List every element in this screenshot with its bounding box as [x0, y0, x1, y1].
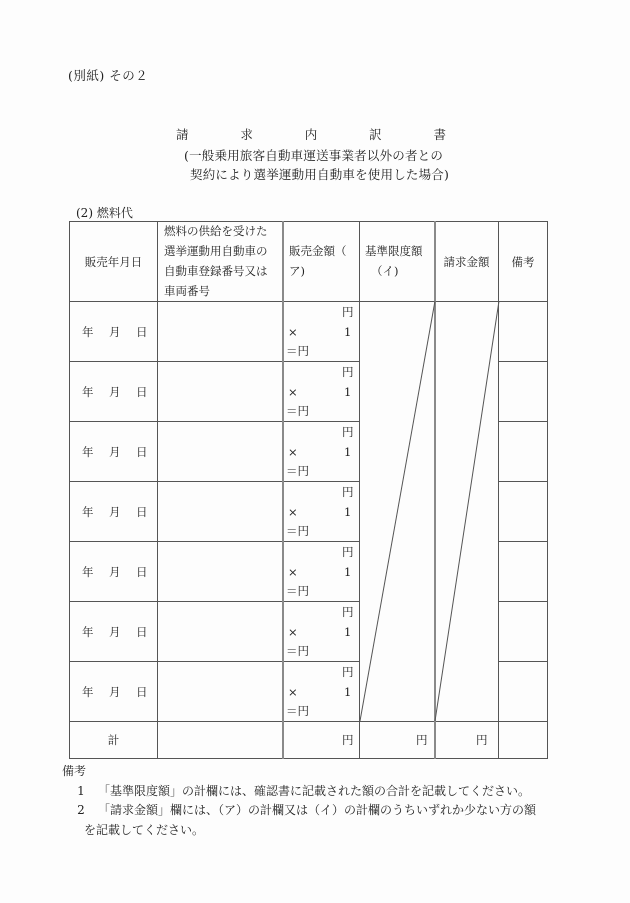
header-label-line: 自動車登録番号又は: [164, 264, 268, 278]
year-label: 年: [82, 685, 94, 699]
quantity: 1: [344, 505, 352, 519]
title-char: 求: [240, 127, 253, 142]
row-2-sales-amount[interactable]: [284, 362, 359, 421]
document-title: [176, 125, 446, 143]
total-label: [70, 722, 157, 758]
row-7-date[interactable]: [70, 662, 157, 721]
yen-unit: 円: [476, 733, 488, 747]
header-standard-limit: [365, 241, 435, 281]
note-item-2-continuation: を記載してください。: [84, 822, 205, 837]
equals-yen: ＝円: [286, 584, 309, 598]
multiply-sign: ×: [288, 325, 298, 339]
header-vehicle-id: [164, 221, 282, 301]
header-claim-amount: [435, 222, 498, 301]
row-6-date[interactable]: [70, 602, 157, 661]
quantity: 1: [344, 625, 352, 639]
year-label: 年: [82, 325, 94, 339]
month-label: 月: [109, 385, 121, 399]
day-label: 日: [136, 685, 148, 699]
header-label: 販売年月日: [84, 254, 143, 269]
multiply-sign: ×: [288, 505, 298, 519]
row-1-vehicle-id[interactable]: [158, 302, 282, 361]
header-sale-date: [70, 222, 157, 301]
header-label-line: （イ): [371, 264, 399, 278]
yen-unit: 円: [342, 305, 354, 319]
equals-yen: ＝円: [286, 464, 309, 478]
document-subtitle-line2: 契約により選挙運動用自動車を使用した場合): [190, 167, 450, 182]
yen-unit: 円: [416, 733, 428, 747]
day-label: 日: [136, 325, 148, 339]
section-heading: (2) 燃料代: [76, 206, 133, 220]
day-label: 日: [136, 385, 148, 399]
header-label-line: 車両番号: [164, 284, 210, 298]
header-label-line: 基準限度額: [365, 244, 423, 258]
equals-yen: ＝円: [286, 704, 309, 718]
total-label-text: 計: [107, 733, 120, 747]
equals-yen: ＝円: [286, 524, 309, 538]
row-3-vehicle-id[interactable]: [158, 422, 282, 481]
quantity: 1: [344, 565, 352, 579]
row-3-remarks[interactable]: [499, 422, 547, 481]
row-2-vehicle-id[interactable]: [158, 362, 282, 421]
equals-yen: ＝円: [286, 644, 309, 658]
month-label: 月: [109, 685, 121, 699]
row-1-remarks[interactable]: [499, 302, 547, 361]
month-label: 月: [109, 445, 121, 459]
year-label: 年: [82, 505, 94, 519]
note-text: 「請求金額」欄には、（ア）の計欄又は（イ）の計欄のうちいずれか少ない方の額: [98, 803, 537, 817]
yen-unit: 円: [342, 733, 354, 747]
yen-unit: 円: [342, 425, 354, 439]
yen-unit: 円: [342, 605, 354, 619]
header-sales-amount: [289, 241, 359, 281]
title-char: 内: [304, 127, 318, 142]
row-7-vehicle-id[interactable]: [158, 662, 282, 721]
quantity: 1: [344, 385, 352, 399]
note-item-2: [62, 801, 536, 821]
appendix-label: (別紙) その２: [68, 68, 149, 83]
row-5-vehicle-id[interactable]: [158, 542, 282, 601]
row-6-vehicle-id[interactable]: [158, 602, 282, 661]
row-7-remarks[interactable]: [499, 662, 547, 721]
month-label: 月: [109, 625, 121, 639]
row-1-date[interactable]: [70, 302, 157, 361]
total-vehicle-id: [158, 722, 282, 758]
total-sales-amount[interactable]: [284, 722, 359, 758]
quantity: 1: [344, 325, 352, 339]
fuel-cost-table: [69, 221, 548, 758]
yen-unit: 円: [342, 365, 354, 379]
month-label: 月: [109, 325, 121, 339]
month-label: 月: [109, 505, 121, 519]
total-claim-amount[interactable]: [436, 722, 498, 758]
quantity: 1: [344, 685, 352, 699]
multiply-sign: ×: [288, 625, 298, 639]
total-remarks: [499, 722, 547, 758]
row-3-date[interactable]: [70, 422, 157, 481]
title-char: 請: [176, 127, 189, 142]
row-4-sales-amount[interactable]: [284, 482, 359, 541]
row-2-date[interactable]: [70, 362, 157, 421]
multiply-sign: ×: [288, 445, 298, 459]
header-remarks: [499, 222, 547, 301]
header-label: 備考: [511, 254, 535, 269]
day-label: 日: [136, 565, 148, 579]
row-7-sales-amount[interactable]: [284, 662, 359, 721]
equals-yen: ＝円: [286, 404, 309, 418]
row-5-sales-amount[interactable]: [284, 542, 359, 601]
quantity: 1: [344, 445, 352, 459]
notes-heading: 備考: [62, 764, 87, 778]
row-4-vehicle-id[interactable]: [158, 482, 282, 541]
row-3-sales-amount[interactable]: [284, 422, 359, 481]
day-label: 日: [136, 505, 148, 519]
title-char: 訳: [369, 127, 382, 142]
month-label: 月: [109, 565, 121, 579]
year-label: 年: [82, 625, 94, 639]
note-number: 1: [77, 783, 85, 798]
row-4-date[interactable]: [70, 482, 157, 541]
year-label: 年: [82, 565, 94, 579]
note-item-1: [62, 782, 536, 802]
note-text: 「基準限度額」の計欄には、確認書に記載された額の合計を記載してください。: [98, 783, 531, 798]
row-5-remarks[interactable]: [499, 542, 547, 601]
row-2-remarks[interactable]: [499, 362, 547, 421]
row-1-sales-amount[interactable]: [284, 302, 359, 361]
header-label-line: 燃料の供給を受けた: [164, 224, 268, 238]
row-4-remarks[interactable]: [499, 482, 547, 541]
yen-unit: 円: [342, 485, 354, 499]
title-char: 書: [433, 127, 446, 142]
header-label-line: 販売金額（: [289, 244, 347, 258]
document-subtitle-line1: (一般乗用旅客自動車運送事業者以外の者との: [184, 148, 444, 163]
row-5-date[interactable]: [70, 542, 157, 601]
header-label: 請求金額: [443, 254, 490, 269]
note-number: 2: [77, 803, 85, 817]
notes-section: [62, 762, 536, 840]
total-standard-limit[interactable]: [360, 722, 434, 758]
header-label-line: 選挙運動用自動車の: [164, 244, 268, 258]
day-label: 日: [136, 625, 148, 639]
equals-yen: ＝円: [286, 344, 309, 358]
yen-unit: 円: [342, 545, 354, 559]
row-6-sales-amount[interactable]: [284, 602, 359, 661]
year-label: 年: [82, 445, 94, 459]
multiply-sign: ×: [288, 385, 298, 399]
yen-unit: 円: [342, 665, 354, 679]
row-6-remarks[interactable]: [499, 602, 547, 661]
year-label: 年: [82, 385, 94, 399]
header-label-line: ア): [289, 264, 305, 278]
day-label: 日: [136, 445, 148, 459]
multiply-sign: ×: [288, 685, 298, 699]
multiply-sign: ×: [288, 565, 298, 579]
